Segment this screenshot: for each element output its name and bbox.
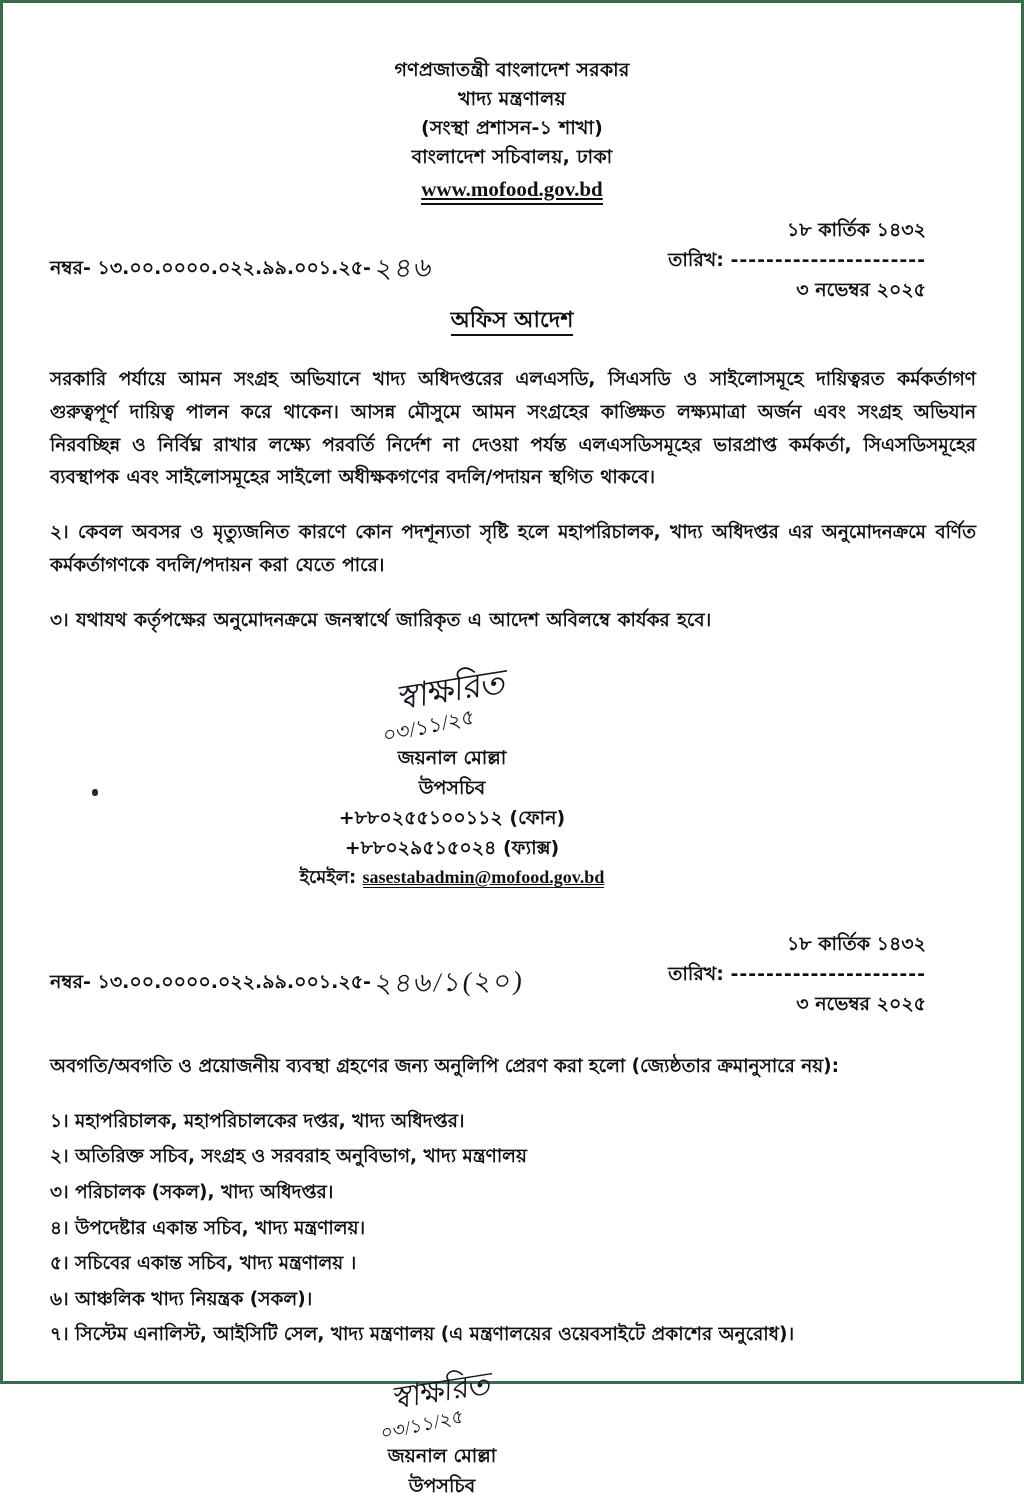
signatory-email-row (8, 863, 896, 892)
letterhead-line-government: গণপ্রজাতন্ত্রী বাংলাদেশ সরকার (394, 59, 630, 81)
date-dashes-bottom: ---------------------- (730, 962, 926, 985)
memo-number-top-handwritten: ২৪৬ (373, 252, 436, 284)
ink-smudge-artifact (92, 789, 98, 796)
memo-header-bottom (8, 929, 1016, 1021)
email-label: ইমেইল: (299, 867, 357, 889)
memo-number-bottom-label: নম্বর- ১৩.০০.০০০০.০২২.৯৯.০০১.২৫- (50, 970, 371, 993)
letterhead (8, 8, 1016, 205)
distribution-list (8, 1104, 1016, 1353)
memo-number-bottom-handwritten: ২৪৬/১(২০) (373, 964, 526, 999)
website-link[interactable]: www.mofood.gov.bd (421, 177, 602, 205)
paragraph-3: ৩। যথাযথ কর্তৃপক্ষের অনুমোদনক্রমে জনস্বার্থে জারিকৃত এ আদেশ অবিলম্বে কার্যকর হবে। (50, 610, 712, 632)
signature-hand-date-row-bottom (8, 1405, 876, 1445)
signatory-phone: +৮৮০২৫৫১০০১১২ (ফোন) (338, 807, 566, 830)
list-item: ৪। উপদেষ্টার একান্ত সচিব, খাদ্য মন্ত্রণালয়। (50, 1217, 366, 1239)
signature-mark-bottom: স্বাক্ষরিত (393, 1364, 491, 1416)
signatory-name-top: জয়নাল মোল্লা (397, 747, 507, 770)
signature-hand-date-top: ০৩/১১/২৫ (381, 704, 476, 748)
bangla-date-top: ১৮ কার্তিক ১৪৩২ (786, 218, 926, 241)
gregorian-date-top: ৩ নভেম্বর ২০২৫ (796, 279, 926, 302)
date-label-bottom: তারিখ: (668, 962, 724, 985)
date-line-top (668, 245, 926, 275)
letterhead-line-address: বাংলাদেশ সচিবালয়, ঢাকা (411, 145, 613, 168)
email-link[interactable]: sasestabadmin@mofood.gov.bd (362, 867, 605, 888)
signature-block-bottom (8, 1364, 1016, 1501)
list-item: ৭। সিস্টেম এনালিস্ট, আইসিটি সেল, খাদ্য মন্ত্রণালয় (এ মন্ত্রণালয়ের ওয়েবসাইটে প্রকাশের অনুরোধ)। (50, 1324, 795, 1346)
page-title-text: অফিস আদেশ (451, 308, 574, 336)
signature-mark-top: স্বাক্ষরিত (398, 663, 506, 718)
distribution-intro: অবগতি/অবগতি ও প্রয়োজনীয় ব্যবস্থা গ্রহণের জন্য অনুলিপি প্রেরণ করা হলো (জ্যেষ্ঠতার ক্রমানুসারে নয়): (50, 1055, 840, 1077)
paragraph-2: ২। কেবল অবসর ও মৃত্যুজনিত কারণে কোন পদশূন্যতা সৃষ্টি হলে মহাপরিচালক, খাদ্য অধিদপ্তর এর অনুমোদনক্রমে বর্ণিত কর্মকর্তাগণকে বদলি/পদায়ন করা যেতে পারে। (50, 522, 976, 577)
signature-hand-date-bottom: ০৩/১১/২৫ (379, 1405, 465, 1445)
signatory-fax: +৮৮০২৯৫১৫০২৪ (ফ্যাক্স) (344, 837, 560, 860)
date-block-bottom (668, 929, 926, 1020)
memo-number-top-label: নম্বর- ১৩.০০.০০০০.০২২.৯৯.০০১.২৫- (50, 256, 371, 279)
list-item: ৩। পরিচালক (সকল), খাদ্য অধিদপ্তর। (50, 1182, 334, 1203)
signatory-designation-bottom: উপসচিব (408, 1474, 476, 1497)
signature-hand-date-row-top (8, 704, 896, 748)
letterhead-line-ministry: খাদ্য মন্ত্রণালয় (458, 87, 566, 110)
date-label-top: তারিখ: (668, 249, 724, 272)
list-item: ১। মহাপরিচালক, মহাপরিচালকের দপ্তর, খাদ্য অধিদপ্তর। (50, 1110, 465, 1132)
memo-header-top (8, 215, 1016, 307)
page-title (8, 303, 1016, 340)
memo-number-top (50, 248, 434, 293)
paragraph-1: সরকারি পর্যায়ে আমন সংগ্রহ অভিযানে খাদ্য অধিদপ্তরের এলএসডি, সিএসডি ও সাইলোসমূহে দায়িত্বরত কর্মকর্তাগণ গুরুত্বপূর্ণ দায়িত্ব পালন করে থাকেন। আসন্ন মৌসুমে আমন সংগ্রহের কাঙ্ক্ষিত লক্ষ্যমাত্রা অর্জন এবং সংগ্রহ অভিযান নিরবচ্ছিন্ন ও নির্বিঘ্ন রাখার লক্ষ্যে পরবর্তি নির্দেশ না দেওয়া পর্যন্ত এলএসডিসমূহের ভারপ্রাপ্ত কর্মকর্তা, সিএসডিসমূহের ব্যবস্থাপক এবং সাইলোসমূহের সাইলো অধীক্ষকগণের বদলি/পদায়ন স্থগিত থাকবে। (50, 368, 976, 489)
memo-number-bottom (50, 962, 524, 1007)
gregorian-date-bottom: ৩ নভেম্বর ২০২৫ (796, 993, 926, 1016)
bangla-date-bottom: ১৮ কার্তিক ১৪৩২ (786, 932, 926, 955)
date-block-top (668, 215, 926, 306)
signatory-name-bottom: জয়নাল মোল্লা (387, 1444, 497, 1467)
date-line-bottom (668, 959, 926, 989)
signatory-designation-top: উপসচিব (418, 777, 486, 800)
list-item: ২। অতিরিক্ত সচিব, সংগ্রহ ও সরবরাহ অনুবিভাগ, খাদ্য মন্ত্রণালয় (50, 1146, 527, 1168)
date-dashes-top: ---------------------- (730, 249, 926, 272)
signature-block-top (8, 664, 1016, 892)
letterhead-line-section: (সংস্থা প্রশাসন-১ শাখা) (421, 116, 603, 139)
document-sheet (8, 8, 1016, 1497)
list-item: ৫। সচিবের একান্ত সচিব, খাদ্য মন্ত্রণালয় । (50, 1253, 357, 1275)
list-item: ৬। আঞ্চলিক খাদ্য নিয়ন্ত্রক (সকল)। (50, 1288, 313, 1310)
order-body (8, 364, 1016, 638)
